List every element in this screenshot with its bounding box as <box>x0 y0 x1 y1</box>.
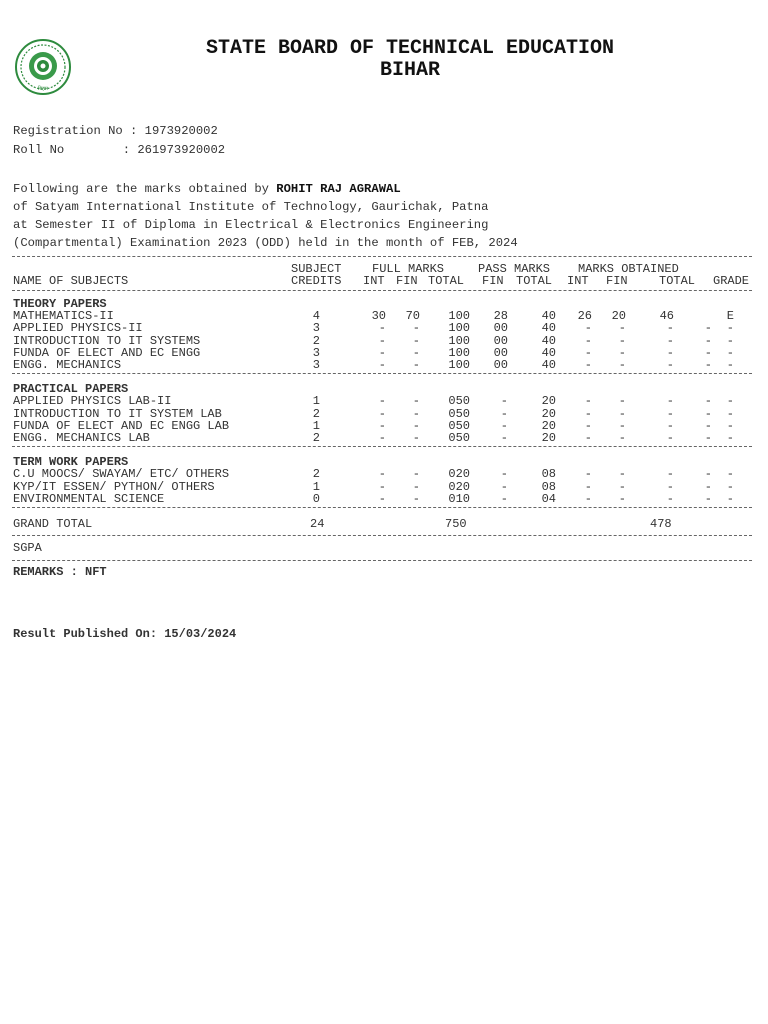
cell-mo-int: - <box>584 394 592 409</box>
cell-pm-total: 40 <box>541 333 556 348</box>
divider <box>12 256 752 257</box>
cell-credits: 3 <box>312 345 320 360</box>
divider <box>12 535 752 536</box>
cell-g1: - <box>704 431 712 445</box>
header-full-marks: FULL MARKS <box>372 262 445 276</box>
cell-pm-total: 04 <box>541 491 556 506</box>
student-name: ROHIT RAJ AGRAWAL <box>276 182 401 196</box>
cell-credits: 2 <box>312 467 320 482</box>
cell-credits: 4 <box>312 309 320 324</box>
header-mo-fin: FIN <box>606 274 628 288</box>
cell-fm-int: - <box>378 491 386 506</box>
cell-g1: - <box>704 321 712 336</box>
cell-pm-fin: 00 <box>493 358 508 372</box>
cell-fm-fin: - <box>412 345 420 360</box>
header-marks-obtained: MARKS OBTAINED <box>578 262 679 276</box>
cell-fm-total: 020 <box>448 479 470 494</box>
cell-fm-int: - <box>378 479 386 494</box>
section-divider <box>12 446 752 447</box>
cell-mo-total: - <box>666 406 674 421</box>
intro-text: Following are the marks obtained by <box>13 182 277 196</box>
header-subject: SUBJECT <box>291 262 342 276</box>
cell-g1: - <box>704 333 712 348</box>
cell-fm-fin: - <box>412 479 420 494</box>
roll-label: Roll No : <box>13 143 138 157</box>
cell-pm-fin: 00 <box>493 333 508 348</box>
cell-fm-fin: - <box>412 491 420 506</box>
header-grade: GRADE <box>713 274 750 288</box>
grand-total-credits: 24 <box>310 517 325 531</box>
sgpa-label: SGPA <box>13 541 42 555</box>
cell-fm-fin: - <box>412 321 420 336</box>
cell-fm-fin: 70 <box>405 309 420 324</box>
section-title: TERM WORK PAPERS <box>13 455 129 470</box>
cell-name: FUNDA OF ELECT AND EC ENGG <box>13 345 201 360</box>
logo-text: बिहार <box>37 86 49 92</box>
cell-fm-total: 050 <box>448 418 470 433</box>
roll-number: 261973920002 <box>137 143 226 157</box>
section-title: THEORY PAPERS <box>13 297 107 311</box>
roll-line <box>13 143 225 157</box>
cell-fm-fin: - <box>412 394 420 409</box>
cell-fm-fin: - <box>412 406 420 421</box>
intro-line <box>13 182 401 196</box>
cell-mo-fin: - <box>618 333 626 348</box>
header-fm-total: TOTAL <box>428 274 465 288</box>
header-pm-fin: FIN <box>482 274 504 288</box>
cell-fm-int: - <box>378 418 386 433</box>
cell-name: INTRODUCTION TO IT SYSTEM LAB <box>13 406 222 421</box>
cell-mo-fin: - <box>618 479 626 494</box>
cell-mo-total: - <box>666 345 674 360</box>
cell-fm-fin: - <box>412 431 420 445</box>
cell-name: INTRODUCTION TO IT SYSTEMS <box>13 333 201 348</box>
cell-fm-int: - <box>378 358 386 372</box>
cell-g2: - <box>726 406 734 421</box>
cell-pm-total: 08 <box>541 479 556 494</box>
cell-g1: - <box>704 358 712 372</box>
registration-line <box>13 124 218 138</box>
cell-fm-int: - <box>378 333 386 348</box>
cell-pm-fin: 28 <box>493 309 508 324</box>
cell-mo-total: 46 <box>659 309 674 324</box>
cell-fm-int: - <box>378 394 386 409</box>
cell-fm-int: - <box>378 345 386 360</box>
cell-credits: 1 <box>312 479 320 494</box>
cell-g2: - <box>726 418 734 433</box>
cell-name: MATHEMATICS-II <box>13 309 114 324</box>
cell-mo-int: - <box>584 491 592 506</box>
cell-fm-total: 100 <box>448 309 470 324</box>
cell-fm-total: 100 <box>448 321 470 336</box>
board-state: BIHAR <box>379 59 440 82</box>
remarks: REMARKS : NFT <box>13 565 107 579</box>
cell-fm-fin: - <box>412 358 420 372</box>
cell-fm-fin: - <box>412 467 420 482</box>
cell-g1: - <box>704 479 712 494</box>
cell-g1: - <box>704 345 712 360</box>
cell-pm-total: 40 <box>541 321 556 336</box>
cell-credits: 0 <box>312 491 320 506</box>
header-credits: CREDITS <box>291 274 342 288</box>
cell-credits: 3 <box>312 321 320 336</box>
cell-mo-total: - <box>666 418 674 433</box>
cell-name: KYP/IT ESSEN/ PYTHON/ OTHERS <box>13 479 215 494</box>
board-title: STATE BOARD OF TECHNICAL EDUCATION <box>205 37 615 60</box>
cell-g2: - <box>726 358 734 372</box>
institute-line: of Satyam International Institute of Technology, Gaurichak, Patna <box>13 200 489 214</box>
cell-fm-total: 020 <box>448 467 470 482</box>
cell-g2: - <box>726 431 734 445</box>
cell-mo-fin: - <box>618 467 626 482</box>
cell-mo-int: - <box>584 418 592 433</box>
cell-mo-int: 26 <box>577 309 592 324</box>
cell-g1: - <box>704 491 712 506</box>
cell-fm-total: 050 <box>448 431 470 445</box>
cell-mo-int: - <box>584 479 592 494</box>
cell-pm-fin: - <box>500 479 508 494</box>
cell-mo-fin: - <box>618 418 626 433</box>
cell-g2: - <box>726 491 734 506</box>
cell-credits: 2 <box>312 333 320 348</box>
cell-credits: 3 <box>312 358 320 372</box>
cell-fm-total: 010 <box>448 491 470 506</box>
cell-credits: 2 <box>312 431 320 445</box>
cell-g2: - <box>726 394 734 409</box>
cell-mo-int: - <box>584 345 592 360</box>
cell-pm-total: 08 <box>541 467 556 482</box>
cell-mo-int: - <box>584 358 592 372</box>
header-mo-int: INT <box>567 274 589 288</box>
cell-mo-fin: - <box>618 394 626 409</box>
cell-name: APPLIED PHYSICS-II <box>13 321 143 336</box>
cell-mo-fin: - <box>618 345 626 360</box>
cell-mo-total: - <box>666 467 674 482</box>
exam-line: (Compartmental) Examination 2023 (ODD) held in the month of FEB, 2024 <box>13 236 518 250</box>
cell-mo-fin: - <box>618 431 626 445</box>
section-divider <box>12 373 752 374</box>
cell-fm-total: 100 <box>448 333 470 348</box>
cell-mo-int: - <box>584 431 592 445</box>
cell-mo-int: - <box>584 333 592 348</box>
header-mo-total: TOTAL <box>659 274 696 288</box>
grand-total-obtained: 478 <box>650 517 672 531</box>
cell-mo-total: - <box>666 394 674 409</box>
header-fm-fin: FIN <box>396 274 418 288</box>
grand-total-label: GRAND TOTAL <box>13 517 93 531</box>
cell-credits: 2 <box>312 406 320 421</box>
cell-g2: - <box>726 321 734 336</box>
cell-name: C.U MOOCS/ SWAYAM/ ETC/ OTHERS <box>13 467 230 482</box>
cell-mo-fin: - <box>618 321 626 336</box>
cell-g1: - <box>704 394 712 409</box>
divider <box>12 290 752 291</box>
cell-pm-fin: - <box>500 418 508 433</box>
cell-pm-total: 20 <box>541 431 556 445</box>
cell-fm-fin: - <box>412 333 420 348</box>
cell-pm-total: 20 <box>541 418 556 433</box>
cell-name: FUNDA OF ELECT AND EC ENGG LAB <box>13 418 230 433</box>
cell-g2: - <box>726 333 734 348</box>
board-logo-icon <box>14 38 72 96</box>
section-divider <box>12 507 752 508</box>
cell-g1: - <box>704 418 712 433</box>
cell-g2: E <box>726 309 734 324</box>
cell-fm-int: - <box>378 467 386 482</box>
cell-fm-total: 100 <box>448 345 470 360</box>
cell-credits: 1 <box>312 418 320 433</box>
cell-mo-total: - <box>666 333 674 348</box>
cell-pm-fin: - <box>500 394 508 409</box>
registration-label: Registration No : <box>13 124 145 138</box>
cell-pm-fin: - <box>500 431 508 445</box>
cell-name: ENVIRONMENTAL SCIENCE <box>13 491 165 506</box>
cell-fm-int: - <box>378 406 386 421</box>
cell-mo-fin: - <box>618 406 626 421</box>
cell-fm-total: 050 <box>448 406 470 421</box>
cell-mo-total: - <box>666 491 674 506</box>
header-name-of-subjects: NAME OF SUBJECTS <box>13 274 129 288</box>
cell-name: ENGG. MECHANICS <box>13 358 122 372</box>
cell-pm-total: 40 <box>541 309 556 324</box>
cell-credits: 1 <box>312 394 320 409</box>
cell-pm-fin: 00 <box>493 345 508 360</box>
cell-g2: - <box>726 467 734 482</box>
cell-fm-total: 050 <box>448 394 470 409</box>
cell-pm-total: 40 <box>541 358 556 372</box>
divider <box>12 560 752 561</box>
cell-mo-fin: - <box>618 358 626 372</box>
result-published-date: Result Published On: 15/03/2024 <box>13 627 237 641</box>
cell-pm-total: 40 <box>541 345 556 360</box>
cell-mo-int: - <box>584 467 592 482</box>
cell-pm-fin: - <box>500 406 508 421</box>
cell-pm-total: 20 <box>541 394 556 409</box>
cell-mo-total: - <box>666 321 674 336</box>
cell-pm-fin: 00 <box>493 321 508 336</box>
header-pass-marks: PASS MARKS <box>478 262 551 276</box>
cell-fm-fin: - <box>412 418 420 433</box>
header-pm-total: TOTAL <box>516 274 553 288</box>
cell-g1: - <box>704 406 712 421</box>
cell-mo-int: - <box>584 321 592 336</box>
cell-fm-int: 30 <box>371 309 386 324</box>
cell-mo-total: - <box>666 358 674 372</box>
semester-line: at Semester II of Diploma in Electrical & Electronics Engineering <box>13 218 489 232</box>
section-title: PRACTICAL PAPERS <box>13 382 129 397</box>
cell-pm-fin: - <box>500 467 508 482</box>
cell-pm-fin: - <box>500 491 508 506</box>
grand-total-full-marks: 750 <box>445 517 467 531</box>
cell-name: ENGG. MECHANICS LAB <box>13 431 150 445</box>
cell-pm-total: 20 <box>541 406 556 421</box>
registration-number: 1973920002 <box>144 124 218 138</box>
cell-g2: - <box>726 345 734 360</box>
cell-g1: - <box>704 467 712 482</box>
cell-mo-total: - <box>666 479 674 494</box>
cell-name: APPLIED PHYSICS LAB-II <box>13 394 172 409</box>
cell-fm-int: - <box>378 321 386 336</box>
header-fm-int: INT <box>363 274 385 288</box>
cell-mo-int: - <box>584 406 592 421</box>
cell-mo-fin: - <box>618 491 626 506</box>
cell-g2: - <box>726 479 734 494</box>
cell-fm-total: 100 <box>448 358 470 372</box>
cell-mo-fin: 20 <box>611 309 626 324</box>
cell-fm-int: - <box>378 431 386 445</box>
cell-mo-total: - <box>666 431 674 445</box>
